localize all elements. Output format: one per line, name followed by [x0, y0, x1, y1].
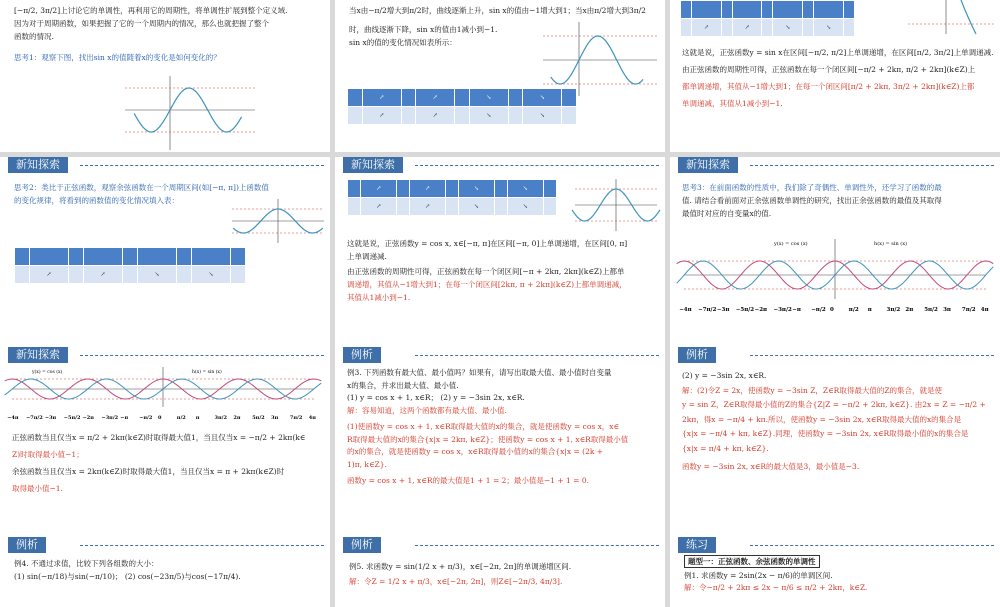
cos-graph-2 [573, 177, 659, 233]
text-line: 函数y = cos x + 1, x∈R的最大值是1 + 1 = 2；最小值是−1 + 1 = 0. [347, 476, 589, 485]
text-line: 都单调递增，其值从−1增大到1；在每一个闭区间[π/2 + 2kπ, 3π/2 + 2kπ](k∈Z)上都 [682, 82, 975, 91]
text-line: 2kπ，得x = −π/4 + kπ.所以，使函数y = −3sin 2x, x∈R取得最大值的x的集合是 [682, 414, 962, 424]
tick-label: 7π/2 [289, 415, 303, 421]
tick-label: −π/2 [811, 307, 826, 313]
slide-example5[interactable] [335, 537, 665, 607]
text-line: 思考3：在前面函数的性质中，我们除了奇偶性、单调性外，还学习了函数的最 [682, 183, 942, 192]
tick-label: 2π [905, 307, 914, 313]
text-line: 例3. 下列函数有最大值、最小值吗？如果有，请写出取最大值、最小值时自变量 [347, 368, 612, 377]
tick-label: −4π [679, 307, 692, 313]
tick-label: −π [120, 415, 129, 421]
text-line: (2) y = −3sin 2x, x∈R. [682, 371, 767, 380]
tick-label: 5π/2 [252, 415, 265, 421]
text-line: 函数的情况. [14, 32, 54, 41]
text-line: y = sin Z，Z∈R取得最小值的Z的集合{Z|Z = −π/2 + 2kπ, k∈Z}. 由2x = Z = −π/2 + [682, 400, 986, 409]
text-line: 解：令Z = 1/2 x + π/3，x∈[−2π, 2π]，则Z∈[−2π/3, 4π/3]. [349, 577, 563, 586]
tick-label: −3π/2 [773, 307, 792, 313]
tick-label: −5π/2 [63, 415, 81, 421]
sin-legend: h(x) = sin (x) [192, 370, 222, 375]
text-line: 时，曲线逐渐下降，sin x的值由1减小到−1. [349, 25, 498, 34]
cos-legend: y(x) = cos (x) [32, 370, 63, 375]
table-row [15, 248, 246, 266]
tick-label: −5π/2 [735, 307, 755, 313]
tick-label: −3π [44, 415, 57, 421]
tick-label: −4π [7, 415, 19, 421]
slide-sin-conclusion[interactable] [670, 0, 1000, 152]
slide-example3[interactable] [335, 347, 665, 537]
section-tag: 例析 [343, 347, 381, 363]
text-line: 函数y = −3sin 2x, x∈R的最大值是3，最小值是−3. [682, 462, 860, 471]
tick-label: −π/2 [139, 415, 153, 421]
sin-variation-table [347, 88, 577, 125]
tick-label: 3π [271, 415, 279, 421]
table-row: ↗ ↗ ↘ ↘ [348, 107, 577, 125]
text-line: 其值从1减小到−1. [347, 293, 411, 302]
text-line: {x|x = π/4 + kπ, k∈Z}. [682, 443, 769, 453]
text-line: Z)时取得最小值−1； [12, 450, 84, 459]
tick-label: 0 [830, 307, 834, 313]
sin-legend: h(x) = sin (x) [874, 241, 908, 247]
text-line: 这就是说，正弦函数y = cos x, x∈[−π, π]在区间[−π, 0]上单调递增，在区间[0, π] [347, 239, 628, 248]
section-tag: 新知探索 [343, 157, 403, 173]
tick-label: 2π [233, 415, 241, 421]
tick-label: −2π [82, 415, 94, 421]
text-line: 当x由−π/2增大到π/2时，曲线逐渐上升，sin x的值由−1增大到1；当x由π/2增大到3π/2 [349, 6, 646, 15]
slide-example3-part2[interactable] [670, 347, 1000, 537]
section-tag: 新知探索 [8, 157, 68, 173]
slide-cos-think[interactable] [0, 157, 330, 347]
text-line: 取得最小值−1. [12, 484, 63, 493]
tick-label: 7π/2 [961, 307, 976, 313]
tick-label: π [867, 307, 872, 313]
axis-tick-labels [679, 307, 988, 313]
sine-graph-period [541, 20, 659, 98]
text-line: 1)π, k∈Z}. [347, 459, 387, 469]
text-line: (1)使函数y = cos x + 1, x∈R取得最大值的x的集合，就是使函数y = cos x，x∈ [347, 422, 620, 431]
tick-label: −3π/2 [101, 415, 119, 421]
slide-extrema-result[interactable] [0, 347, 330, 537]
tick-label: 3π/2 [886, 307, 901, 313]
section-tag: 例析 [678, 347, 716, 363]
text-line: x的集合，并求出最大值、最小值. [347, 380, 459, 390]
tick-label: 0 [158, 415, 162, 421]
tick-label: −2π [754, 307, 768, 313]
text-line: 的x的集合，就是使函数y = cos x，x∈R取得最小值的x的集合{x|x = (2k + [347, 447, 604, 456]
text-line: 由正弦函数的周期性可得，正弦函数在每一个闭区间[−π + 2kπ, 2kπ](k∈Z)上都单 [347, 267, 625, 276]
text-line: 正弦函数当且仅当x = π/2 + 2kπ(k∈Z)时取得最大值1，当且仅当x = −π/2 + 2kπ(k∈ [12, 433, 306, 442]
text-line: 例5. 求函数y = sin(1/2 x + π/3)，x∈[−2π, 2π]的单调递增区间. [349, 562, 572, 571]
section-tag: 新知探索 [678, 157, 738, 173]
tick-label: 4π [980, 307, 989, 313]
text-line: 由正弦函数的周期性可得，正弦函数在每一个闭区间[−π/2 + 2kπ, π/2 + 2kπ](k∈Z)上 [682, 65, 976, 74]
tick-label: 5π/2 [924, 307, 938, 313]
table-row: ↗ ↗ ↘ ↘ [348, 180, 557, 198]
tick-label: −7π/2 [698, 307, 717, 313]
text-line: 调递增，其值从−1增大到1；在每一个闭区间[2kπ, π + 2kπ](k∈Z)上都单调递减， [347, 280, 627, 289]
section-tag: 例析 [343, 537, 381, 553]
slide-example4[interactable] [0, 537, 330, 607]
sin-table-top [680, 0, 855, 37]
text-line: 因为对于周期函数，如果把握了它的一个周期内的情况，那么也就把握了整个 [14, 19, 269, 28]
table-row: ↗ ↗ ↘ ↘ [348, 198, 557, 216]
slide-sin-variation[interactable] [335, 0, 665, 152]
text-line: 的变化规律，将看到的函数值的变化情况填入表： [14, 196, 179, 205]
sine-graph [120, 74, 260, 152]
cos-graph [230, 197, 326, 245]
tick-label: 4π [308, 415, 316, 421]
text-line: 解：令−π/2 + 2kπ ≤ 2x − π/6 ≤ π/2 + 2kπ，k∈Z. [684, 583, 868, 592]
tick-label: −3π [716, 307, 730, 313]
text-line: R取得最大值的x的集合{x|x = 2kπ, k∈Z}；使函数y = cos x + 1, x∈R取得最小值 [347, 434, 629, 444]
tick-label: −π [792, 307, 801, 313]
tick-label: π/2 [176, 415, 186, 421]
text-line: 余弦函数当且仅当x = 2kπ(k∈Z)时取得最大值1，当且仅当x = π + 2kπ(k∈Z)时 [12, 467, 285, 476]
text-line: 最值时对应的自变量x的值. [682, 209, 772, 218]
text-line: 单调递减，其值从1减小到−1. [682, 99, 783, 108]
table-row: ↗ ↗ ↘ ↘ [348, 89, 577, 107]
text-line: 上单调递减. [347, 252, 387, 261]
sin-cos-graph-2 [7, 365, 316, 423]
cos-legend: y(x) = cos (x) [774, 241, 808, 247]
text-line: sin x的值的变化情况如表所示： [349, 38, 457, 47]
topic-label: 题型一：正弦函数、余弦函数的单调性 [684, 555, 820, 568]
tick-label: 3π/2 [214, 415, 227, 421]
text-line: (1) y = cos x + 1, x∈R； (2) y = −3sin 2x, x∈R. [347, 393, 525, 402]
slide-sin-monotonic-intro[interactable] [0, 0, 330, 152]
text-line: 解：容易知道，这两个函数都有最大值、最小值. [347, 405, 507, 415]
text-line: (1) sin(−π/18)与sin(−π/10)； (2) cos(−23π/5)与cos(−17π/4). [14, 572, 241, 581]
sin-cos-graph [679, 237, 989, 319]
text-line: 思考2：类比于正弦函数，观察余弦函数在一个周期区间(如[−π, π])上函数值 [14, 183, 269, 192]
tick-label: 3π [943, 307, 951, 313]
text-line: [−π/2, 3π/2]上讨论它的单调性，再利用它的周期性，将单调性扩展到整个定义域. [14, 6, 288, 15]
slide-cos-conclusion[interactable] [335, 157, 665, 347]
tick-label: π/2 [848, 307, 859, 313]
text-line: 值. 请结合看前面对正余弦函数单调性的研究，找出正余弦函数的最值及其取得 [682, 196, 942, 205]
axis-tick-labels [7, 415, 316, 421]
tick-label: π [195, 415, 200, 421]
table-row: ↗ ↗ ↘ ↘ [681, 19, 855, 37]
text-line: 例1. 求函数y = 2sin(2x − π/6)的单调区间. [684, 571, 833, 580]
cos-table [347, 179, 557, 216]
cos-variation-table [14, 247, 246, 284]
mini-sine-graph [906, 0, 996, 36]
table-row: ↗ ↗ ↘ ↘ [15, 266, 246, 284]
slide-extrema-think[interactable] [670, 157, 1000, 347]
tick-label: −7π/2 [26, 415, 43, 421]
section-tag: 练习 [678, 537, 716, 553]
section-tag: 新知探索 [8, 347, 68, 363]
text-line: {x|x = −π/4 + kπ, k∈Z}.同理，使函数y = −3sin 2x, x∈R取得最小值的x的集合是 [682, 429, 969, 438]
text-line: 例4. 不通过求值，比较下列各组数的大小： [14, 559, 159, 568]
text-line: 这就是说，正弦函数y = sin x在区间[−π/2, π/2]上单调递增，在区间[π/2, 3π/2]上单调递减. [682, 48, 994, 57]
question-text: 思考1：观察下图，找出sin x的值随着x的变化是如何变化的？ [14, 53, 221, 62]
section-tag: 例析 [8, 537, 46, 553]
slide-practice[interactable] [670, 537, 1000, 607]
text-line: 解：(2)令Z = 2x，使函数y = −3sin Z，Z∈R取得最大值的Z的集合，就是使 [682, 385, 943, 395]
